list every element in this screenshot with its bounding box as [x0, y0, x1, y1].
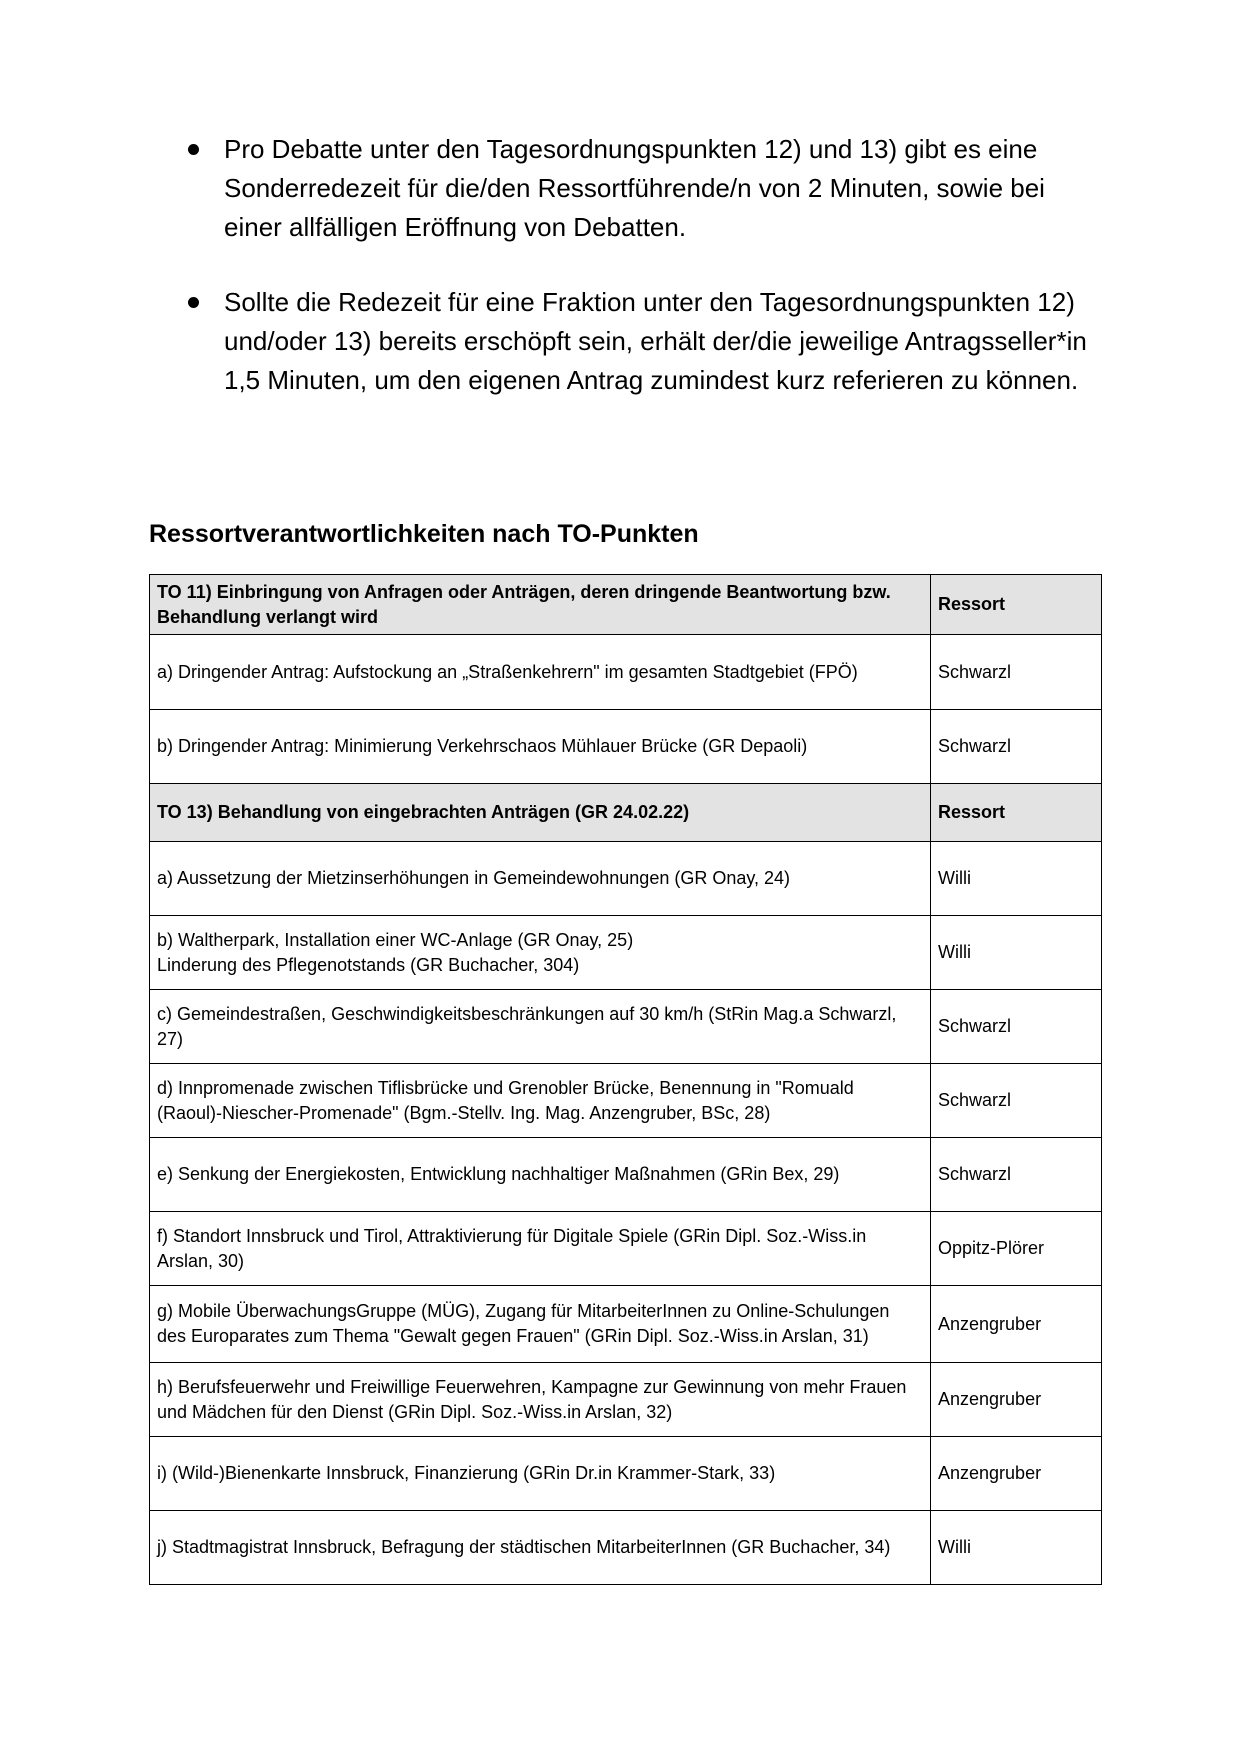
- table-cell-ressort: Oppitz-Plörer: [931, 1212, 1102, 1286]
- table-cell-item: f) Standort Innsbruck und Tirol, Attraktivierung für Digitale Spiele (GRin Dipl. Soz.-Wiss.in Arslan, 30): [150, 1212, 931, 1286]
- table-cell-ressort: Ressort: [931, 575, 1102, 635]
- table-cell-ressort: Willi: [931, 1511, 1102, 1585]
- table-cell-ressort: Ressort: [931, 784, 1102, 842]
- ressort-table: [149, 574, 1102, 1585]
- table-cell-ressort: Schwarzl: [931, 710, 1102, 784]
- table-row: [150, 1064, 1102, 1138]
- table-cell-ressort: Schwarzl: [931, 1064, 1102, 1138]
- table-cell-item: h) Berufsfeuerwehr und Freiwillige Feuerwehren, Kampagne zur Gewinnung von mehr Frauen und Mädchen für den Dienst (GRin Dipl. Soz.-Wiss.in Arslan, 32): [150, 1363, 931, 1437]
- table-cell-item: g) Mobile ÜberwachungsGruppe (MÜG), Zugang für MitarbeiterInnen zu Online-Schulungen des Europarates zum Thema "Gewalt gegen Frauen" (GRin Dipl. Soz.-Wiss.in Arslan, 31): [150, 1286, 931, 1363]
- table-cell-ressort: Schwarzl: [931, 990, 1102, 1064]
- table-row: [150, 842, 1102, 916]
- bullet-item: [188, 283, 1108, 400]
- bullet-icon: [188, 297, 199, 308]
- table-cell-ressort: Anzengruber: [931, 1363, 1102, 1437]
- table-header-row-to11: [150, 575, 1102, 635]
- table-row: [150, 635, 1102, 710]
- section-heading: Ressortverantwortlichkeiten nach TO-Punkten: [149, 520, 699, 548]
- table-row: [150, 916, 1102, 990]
- bullet-item: [188, 130, 1108, 247]
- table-row: [150, 1286, 1102, 1363]
- table-cell-item: d) Innpromenade zwischen Tiflisbrücke und Grenobler Brücke, Benennung in "Romuald (Raoul)-Niescher-Promenade" (Bgm.-Stellv. Ing. Mag. Anzengruber, BSc, 28): [150, 1064, 931, 1138]
- table-cell-ressort: Willi: [931, 916, 1102, 990]
- table-cell-item: TO 13) Behandlung von eingebrachten Anträgen (GR 24.02.22): [150, 784, 931, 842]
- table-cell-item: b) Dringender Antrag: Minimierung Verkehrschaos Mühlauer Brücke (GR Depaoli): [150, 710, 931, 784]
- bullet-text: Sollte die Redezeit für eine Fraktion unter den Tagesordnungspunkten 12) und/oder 13) bereits erschöpft sein, erhält der/die jeweilige Antragsseller*in 1,5 Minuten, um den eigenen Antrag zumindest kurz referieren zu können.: [224, 287, 1087, 395]
- table-row: [150, 1437, 1102, 1511]
- table-cell-item: TO 11) Einbringung von Anfragen oder Anträgen, deren dringende Beantwortung bzw. Behandlung verlangt wird: [150, 575, 931, 635]
- table-cell-ressort: Anzengruber: [931, 1286, 1102, 1363]
- rules-bullet-list: [188, 130, 1108, 400]
- table-cell-ressort: Schwarzl: [931, 1138, 1102, 1212]
- table-header-row-to13: [150, 784, 1102, 842]
- table-cell-item: j) Stadtmagistrat Innsbruck, Befragung der städtischen MitarbeiterInnen (GR Buchacher, 34): [150, 1511, 931, 1585]
- table-row: [150, 710, 1102, 784]
- table-cell-item: i) (Wild-)Bienenkarte Innsbruck, Finanzierung (GRin Dr.in Krammer-Stark, 33): [150, 1437, 931, 1511]
- table-cell-item: c) Gemeindestraßen, Geschwindigkeitsbeschränkungen auf 30 km/h (StRin Mag.a Schwarzl, 27): [150, 990, 931, 1064]
- table-row: [150, 990, 1102, 1064]
- table-row: [150, 1363, 1102, 1437]
- table-cell-item: e) Senkung der Energiekosten, Entwicklung nachhaltiger Maßnahmen (GRin Bex, 29): [150, 1138, 931, 1212]
- table-row: [150, 1138, 1102, 1212]
- table-cell-item: a) Dringender Antrag: Aufstockung an „Straßenkehrern" im gesamten Stadtgebiet (FPÖ): [150, 635, 931, 710]
- bullet-icon: [188, 144, 199, 155]
- bullet-text: Pro Debatte unter den Tagesordnungspunkten 12) und 13) gibt es eine Sonderredezeit für die/den Ressortführende/n von 2 Minuten, sowie bei einer allfälligen Eröffnung von Debatten.: [224, 134, 1045, 242]
- table-cell-ressort: Anzengruber: [931, 1437, 1102, 1511]
- table-cell-ressort: Schwarzl: [931, 635, 1102, 710]
- table-row: [150, 1511, 1102, 1585]
- table-cell-item: b) Waltherpark, Installation einer WC-Anlage (GR Onay, 25) Linderung des Pflegenotstands (GR Buchacher, 304): [150, 916, 931, 990]
- table-cell-item: a) Aussetzung der Mietzinserhöhungen in Gemeindewohnungen (GR Onay, 24): [150, 842, 931, 916]
- table-cell-ressort: Willi: [931, 842, 1102, 916]
- table-row: [150, 1212, 1102, 1286]
